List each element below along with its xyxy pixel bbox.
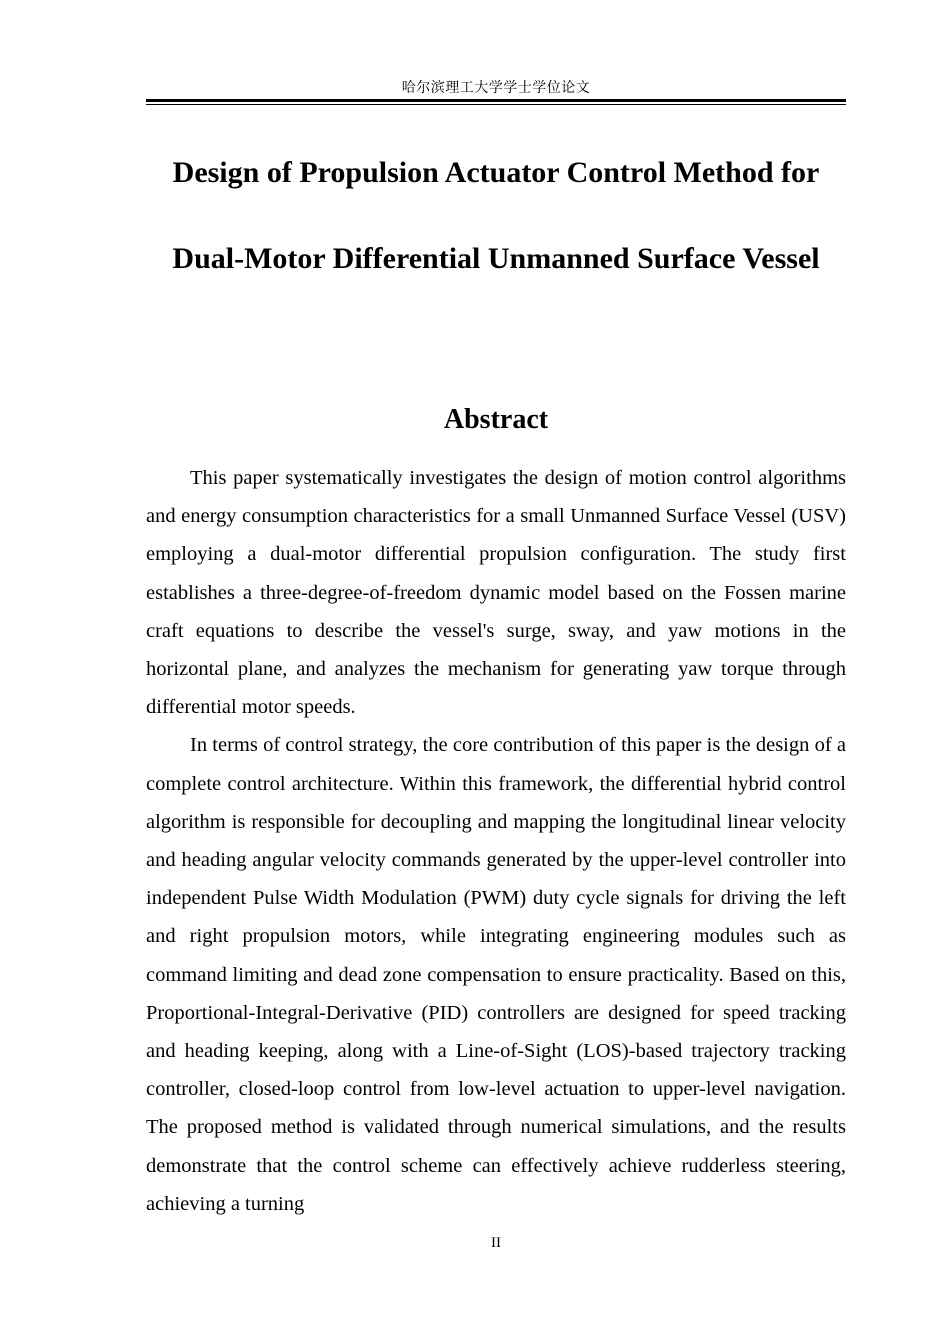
paper-title: Design of Propulsion Actuator Control Method for Dual-Motor Differential Unmanned Surface Vessel	[172, 156, 820, 275]
header-rule-thick	[146, 99, 846, 102]
running-header: 哈尔滨理工大学学士学位论文	[401, 80, 591, 96]
abstract-body	[146, 459, 846, 1223]
abstract-paragraph: This paper systematically investigates the design of motion control algorithms and energy consumption characteristics for a small Unmanned Surface Vessel (USV) employing a dual-motor differential propulsion configuration. The study first establishes a three-degree-of-freedom dynamic model based on the Fossen marine craft equations to describe the vessel's surge, sway, and yaw motions in the horizontal plane, and analyzes the mechanism for generating yaw torque through differential motor speeds.	[146, 467, 846, 719]
abstract-heading: Abstract	[443, 404, 549, 435]
header-rule-thin	[146, 104, 846, 105]
page-number: II	[491, 1235, 501, 1251]
abstract-paragraph: In terms of control strategy, the core contribution of this paper is the design of a complete control architecture. Within this framework, the differential hybrid control algorithm is responsible for decoupling and mapping the longitudinal linear velocity and heading angular velocity commands generated by the upper-level controller into independent Pulse Width Modulation (PWM) duty cycle signals for driving the left and right propulsion motors, while integrating engineering modules such as command limiting and dead zone compensation to ensure practicality. Based on this, Proportional-Integral-Derivative (PID) controllers are designed for speed tracking and heading keeping, along with a Line-of-Sight (LOS)-based trajectory tracking controller, closed-loop control from low-level actuation to upper-level navigation. The proposed method is validated through numerical simulations, and the results demonstrate that the control scheme can effectively achieve rudderless steering, achieving a turning	[146, 734, 846, 1215]
